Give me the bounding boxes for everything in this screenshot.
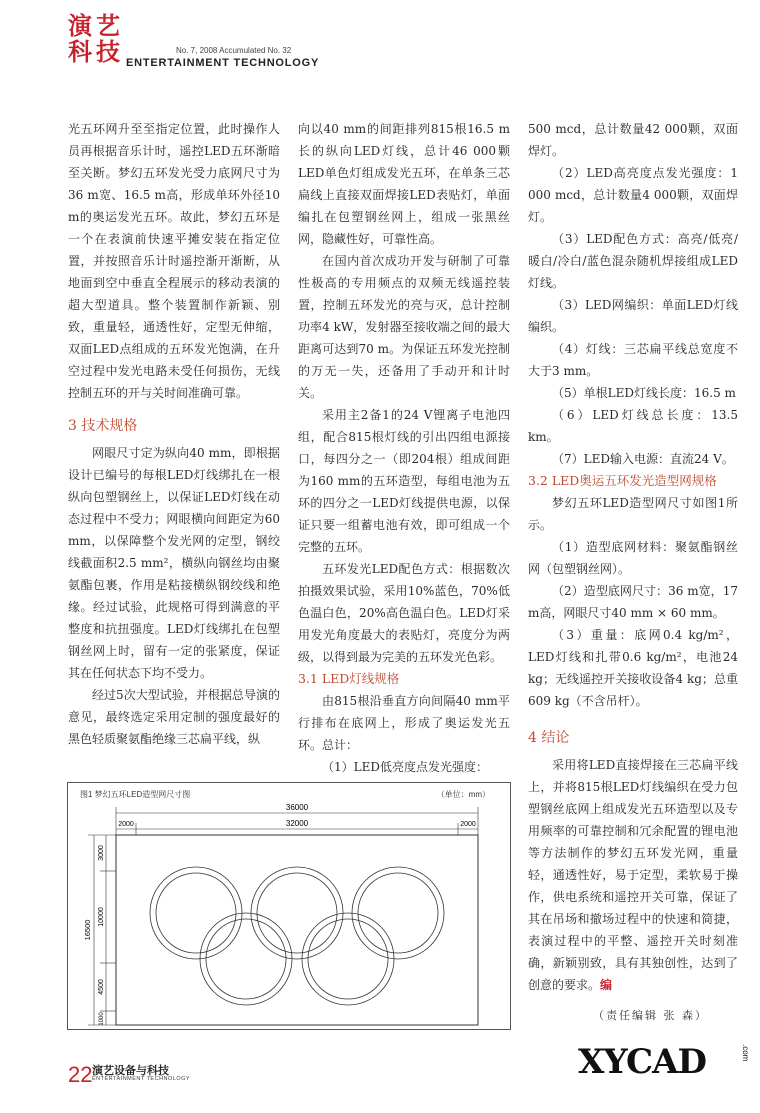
paragraph: 经过5次大型试验，并根据总导演的意见，最终选定采用定制的强度最好的黑色轻质聚氨酯绝缘三芯扁平线，纵 bbox=[68, 688, 280, 746]
watermark-logo: XYCAD bbox=[578, 1042, 706, 1082]
ring-outer bbox=[251, 867, 343, 959]
footer-magazine-name: 演艺设备与科技 bbox=[92, 1064, 169, 1077]
logo-char: 科 bbox=[68, 37, 92, 66]
ring-inner bbox=[358, 873, 438, 953]
magazine-logo bbox=[68, 11, 126, 66]
text-column-3 bbox=[528, 118, 738, 712]
dim-height: 16500 bbox=[83, 919, 92, 941]
dim-left: 2000 bbox=[118, 821, 134, 828]
paragraph: （4）灯线：三芯扁平线总宽度不大于3 mm。 bbox=[528, 342, 738, 378]
ring-outer bbox=[352, 867, 444, 959]
figure-caption: 图1 梦幻五环LED造型网尺寸图 bbox=[80, 790, 191, 799]
ring-inner bbox=[156, 873, 236, 953]
paragraph: （5）单根LED灯线长度：16.5 m bbox=[552, 386, 736, 400]
section-heading-3: 3 技术规格 bbox=[68, 418, 138, 434]
ring-outer bbox=[302, 913, 394, 1005]
dim-right: 2000 bbox=[460, 821, 476, 828]
paragraph: 向以40 mm的间距排列815根16.5 m长的纵向LED灯线，总计46 000颗LED单色灯组成发光五环，在单条三芯扁线上直接双面焊接LED表贴灯，单面编扎在包塑钢丝网上，组成一张黑丝网，隐藏性好，可靠性高。 bbox=[298, 122, 510, 246]
paragraph: 网眼尺寸定为纵向40 mm，即根据设计已编号的每根LED灯线绑扎在一根纵向包塑钢丝上，以保证LED灯线在动态过程中不受力；网眼横向间距定为60 mm，以保障整个发光网的定型，钢绞线截面积2.5 mm²，横纵向钢丝均由聚氨酯包裹，作用是粘接横纵钢绞线和绝缘。经过试验，此规格可得到满意的平整度和抗扭强度。LED灯线绑扎在包塑钢丝网上时，留有一定的张紧度，保证其在任何状态下均不受力。 bbox=[68, 446, 280, 680]
paragraph: 由815根沿垂直方向间隔40 mm平行排布在底网上，形成了奥运发光五环。总计： bbox=[298, 694, 510, 752]
ring-inner bbox=[206, 919, 286, 999]
paragraph: 在国内首次成功开发与研制了可靠性极高的专用频点的双频无线遥控装置，控制五环发光的亮与灭，总计控制功率4 kW，发射器至接收端之间的最大距离可达到70 m。为保证五环发光控制的万无一失，还备用了手动开和计时关。 bbox=[298, 254, 510, 400]
watermark-suffix: .com bbox=[741, 1044, 750, 1062]
text-column-1 bbox=[68, 118, 280, 750]
dim-total-width: 36000 bbox=[285, 803, 309, 812]
paragraph: （3）LED配色方式：高亮/低亮/暖白/冷白/蓝色混杂随机焊接组成LED灯线。 bbox=[528, 232, 738, 290]
logo-char: 技 bbox=[96, 37, 120, 66]
paragraph: 光五环网升至至指定位置，此时操作人员再根据音乐计时，遥控LED五环渐暗至关断。梦幻五环发光受力底网尺寸为36 m宽、16.5 m高，形成单环外径10 m的奥运发光五环。故此，梦幻五环是一个在表演前快速平摊安装在指定位置，并按照音乐计时遥控渐开渐断，从地面到空中垂直全程展示的移动表演的超大型道具。整个装置制作新颖、别致，重量轻，通透性好，定型无伸缩，双面LED点组成的五环发光饱满，在升空过程中发光电路未受任何损伤，无线控制五环的开与关时间准确可靠。 bbox=[68, 122, 280, 400]
conclusion-text: 采用将LED直接焊接在三芯扁平线上，并将815根LED灯线编织在受力包塑钢丝底网上组成发光五环造型以及专用频率的可靠控制和冗余配置的锂电池等方法制作的梦幻五环发光网，重量轻，通透性好，易于定型，柔软易于操作，供电系统和遥控开关可靠，保证了其在吊场和撤场过程中的快速和简捷，表演过程中的平整、遥控开关时刻准确，新颖别致，具有其独创性，达到了创意的要求。 bbox=[528, 758, 738, 992]
paragraph: 五环发光LED配色方式：根据数次拍摄效果试验，采用10%蓝色，70%低色温白色，20%高色温白色。LED灯采用发光角度最大的表贴灯，亮度分为两级，以得到最为完美的五环发光色彩。 bbox=[298, 562, 510, 664]
paragraph: （7）LED输入电源：直流24 V。 bbox=[552, 452, 734, 466]
ring-outer bbox=[200, 913, 292, 1005]
paragraph: （1）LED低亮度点发光强度： bbox=[322, 760, 488, 774]
paragraph: （2）LED高亮度点发光强度：1 000 mcd，总计数量4 000颗，双面焊灯。 bbox=[528, 166, 738, 224]
ring-inner bbox=[308, 919, 388, 999]
paragraph: （2）造型底网尺寸：36 m宽，17 m高，网眼尺寸40 mm × 60 mm。 bbox=[528, 584, 738, 620]
figure-unit: （单位：mm） bbox=[436, 790, 490, 799]
logo-char: 艺 bbox=[96, 11, 120, 40]
paragraph: 梦幻五环LED造型网尺寸如图1所示。 bbox=[528, 496, 738, 532]
olympic-rings bbox=[150, 867, 444, 1005]
net-outline bbox=[116, 835, 478, 1025]
journal-title: ENTERTAINMENT TECHNOLOGY bbox=[126, 57, 320, 69]
paragraph: （3）重量：底网0.4 kg/m²，LED灯线和扎带0.6 kg/m²，电池24 kg；无线遥控开关接收设备4 kg；总重609 kg（不含吊杆）。 bbox=[528, 628, 738, 708]
ring-inner bbox=[257, 873, 337, 953]
paragraph: 500 mcd，总计数量42 000颗，双面焊灯。 bbox=[528, 122, 738, 158]
subsection-heading-3-1: 3.1 LED灯线规格 bbox=[298, 671, 400, 686]
dim-v-mid: 10000 bbox=[98, 907, 105, 927]
rings-diagram bbox=[68, 783, 510, 1029]
paragraph bbox=[528, 754, 738, 996]
paragraph: （3）LED网编织：单面LED灯线编织。 bbox=[528, 298, 738, 334]
editor-credit: （责任编辑 张 森） bbox=[593, 1009, 708, 1022]
section-heading-4: 4 结论 bbox=[528, 730, 570, 746]
dim-v-top: 3000 bbox=[98, 845, 105, 861]
logo-char: 演 bbox=[68, 11, 92, 40]
dim-v-foot: 1000 bbox=[99, 1012, 105, 1026]
end-mark: 编 bbox=[600, 978, 613, 992]
ring-outer bbox=[150, 867, 242, 959]
footer-subtitle: ENTERTAINMENT TECHNOLOGY bbox=[92, 1076, 191, 1082]
figure-1 bbox=[67, 782, 511, 1030]
text-column-2 bbox=[298, 118, 510, 778]
dim-v-bottom: 4500 bbox=[98, 979, 105, 995]
issue-number: No. 7, 2008 Accumulated No. 32 bbox=[176, 46, 292, 55]
paragraph: （1）造型底网材料：聚氨酯钢丝网（包塑钢丝网）。 bbox=[528, 540, 738, 576]
page-number: 22 bbox=[68, 1062, 93, 1087]
subsection-heading-3-2: 3.2 LED奥运五环发光造型网规格 bbox=[528, 473, 717, 488]
paragraph: 采用主2备1的24 V锂离子电池四组，配合815根灯线的引出四组电源接口，每四分之一（即204根）组成间距为160 mm的五环造型，每组电池为五环的四分之一LED灯线提供电源，以保证只要一组蓄电池有效，即可组成一个完整的五环。 bbox=[298, 408, 510, 554]
conclusion-section bbox=[528, 716, 738, 996]
paragraph: （6）LED灯线总长度：13.5 km。 bbox=[528, 408, 738, 444]
dim-middle: 32000 bbox=[285, 819, 309, 828]
